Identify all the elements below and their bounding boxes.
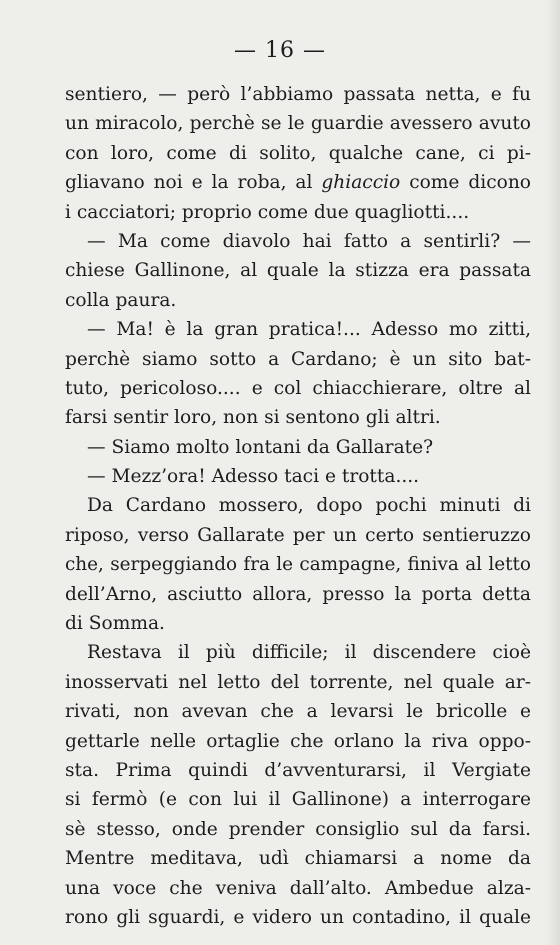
text-line: rivati, non avevan che a levarsi le bricolle e [65,701,531,723]
text-line: rono gli sguardi, e videro un contadino, il quale [65,906,531,928]
text-line: gettarle nelle ortaglie che orlano la riva oppo- [65,730,531,752]
text-line: Mentre meditava, udì chiamarsi a nome da [65,848,531,870]
text-line: — Siamo molto lontani da Gallarate? [87,436,434,458]
text-line: colla paura. [65,289,177,311]
text-line: sè stesso, onde prender consiglio sul da farsi. [65,818,531,840]
text-line: — Mezz’ora! Adesso taci e trotta.... [87,466,420,488]
text-line: inosservati nel letto del torrente, nel quale ar- [65,671,531,693]
text-line: sta. Prima quindi d’avventurarsi, il Vergiate [65,759,531,781]
text-fragment: gliavano noi e la roba, al [65,172,322,194]
text-line: tuto, pericoloso.... e col chiacchierare, oltre al [65,377,531,399]
text-line: dell’Arno, asciutto allora, presso la porta detta [65,583,531,605]
text-fragment: come dicono [400,172,531,194]
text-line: chiese Gallinone, al quale la stizza era passata [65,260,531,282]
text-line: di Somma. [65,613,165,635]
text-line: — Ma! è la gran pratica!... Adesso mo zitti, [87,319,531,341]
text-line: — Ma come diavolo hai fatto a sentirli? — [87,230,531,252]
italic-word: ghiaccio [321,172,401,194]
text-line: una voce che veniva dall’alto. Ambedue alza- [65,877,531,899]
text-line: Restava il più difficile; il discendere cioè [87,642,531,664]
text-line: un miracolo, perchè se le guardie avessero avuto [65,113,531,135]
page-number: — 16 — [234,38,326,63]
text-line: Da Cardano mossero, dopo pochi minuti di [87,495,531,517]
text-line: farsi sentir loro, non si sentono gli altri. [65,407,441,429]
text-line [65,168,531,197]
body-text [65,80,531,932]
text-line: perchè siamo sotto a Cardano; è un sito bat- [65,348,531,370]
text-line: si fermò (e con lui il Gallinone) a interrogare [65,789,531,811]
text-line: che, serpeggiando fra le campagne, finiva al letto [65,554,531,576]
text-line: i cacciatori; proprio come due quagliotti.... [65,201,470,223]
text-line: sentiero, — però l’abbiamo passata netta, e fu [65,84,531,105]
page-edge-shadow [546,0,560,945]
text-line: con loro, come di solito, qualche cane, ci pi- [65,142,531,164]
text-line: riposo, verso Gallarate per un certo sentieruzzo [65,524,531,546]
